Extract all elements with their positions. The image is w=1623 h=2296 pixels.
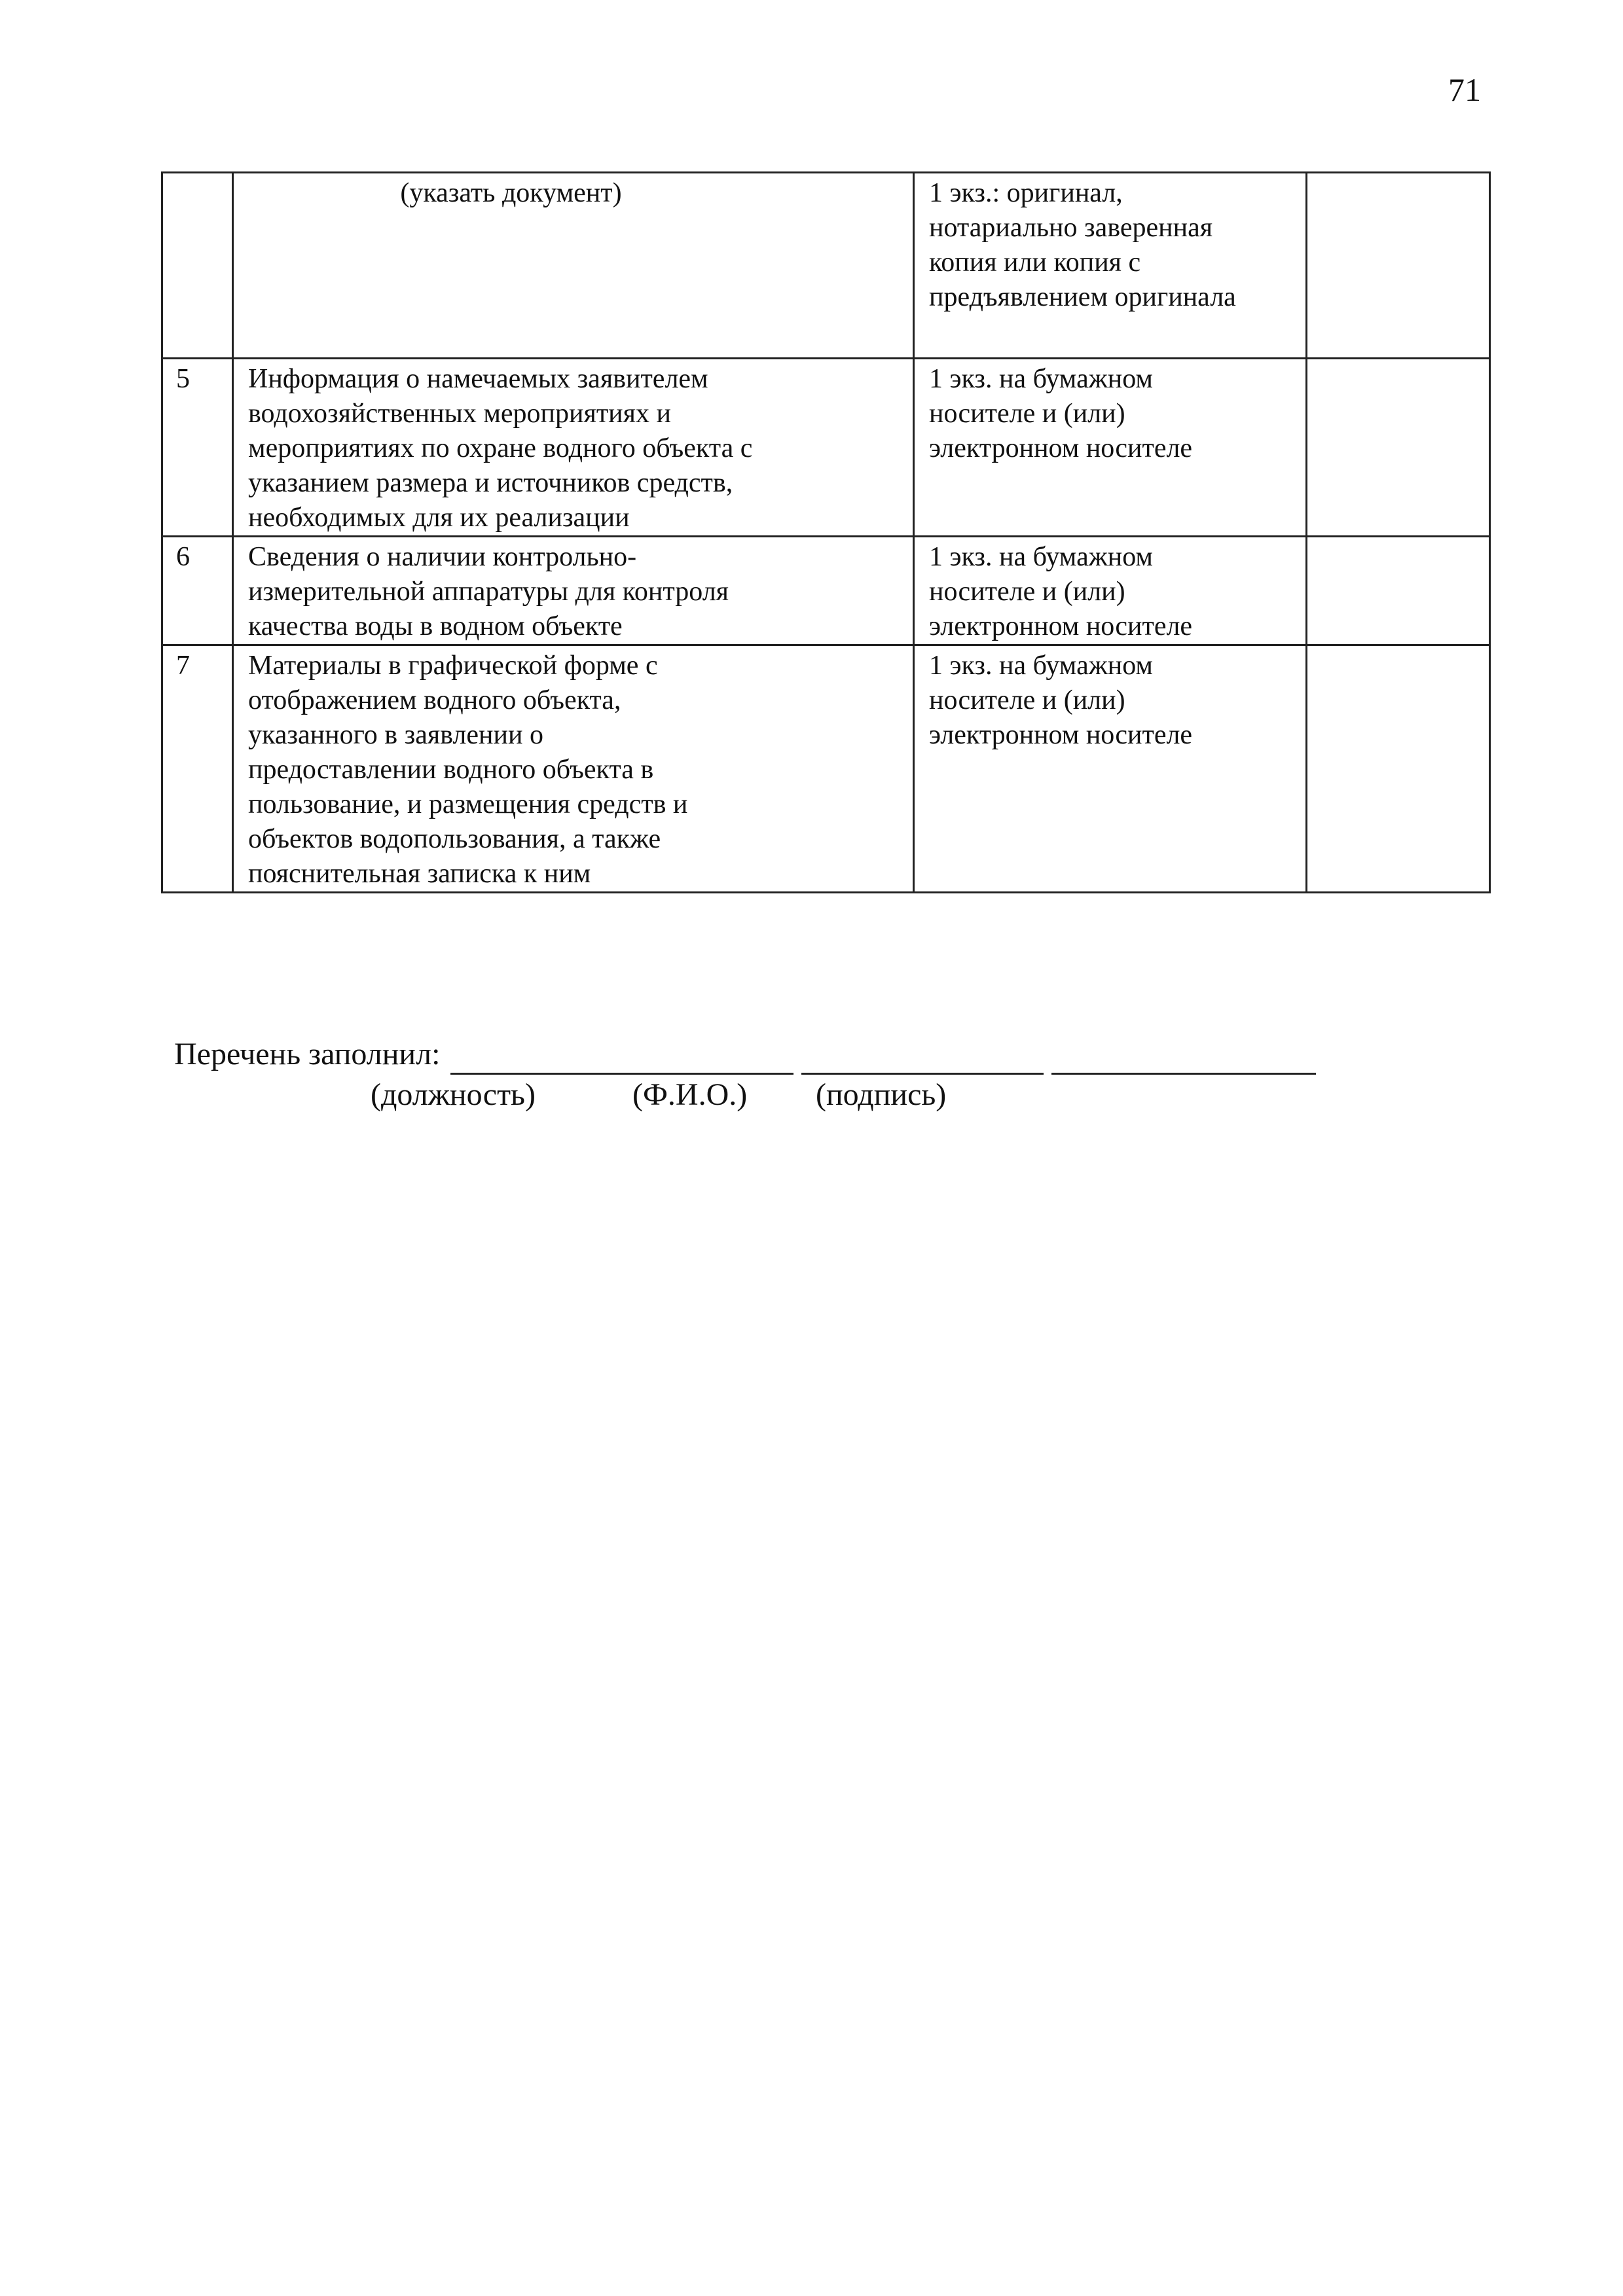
position-line (450, 1041, 793, 1075)
table-row (162, 359, 1490, 537)
signature-label: Перечень заполнил: (174, 1037, 441, 1071)
signature-block (174, 1034, 1316, 1115)
copies-text: 1 экз.: оригинал, нотариально заверенная копия или копия с предъявлением оригинала (929, 178, 1236, 312)
document-text: (указать документ) (400, 178, 622, 208)
caption-signature: (подпись) (816, 1077, 947, 1112)
copies-cell (914, 173, 1307, 359)
copies-text: 1 экз. на бумажном носителе и (или) электронном носителе (929, 651, 1193, 750)
document-cell (233, 359, 914, 537)
document-cell (233, 645, 914, 893)
caption-position: (должность) (371, 1077, 536, 1112)
document-text: Материалы в графической форме с отображением водного объекта, указанного в заявлении о предоставлении водного объекта в пользование, и размещения средств и объектов водопользования, а также пояснительная записка к ним (248, 651, 688, 889)
document-text: Информация о намечаемых заявителем водохозяйственных мероприятиях и мероприятиях по охране водного объекта с указанием размера и источников средств, необходимых для их реализации (248, 364, 753, 533)
name-line (801, 1041, 1044, 1075)
document-text: Сведения о наличии контрольно- измерительной аппаратуры для контроля качества воды в водном объекте (248, 542, 729, 641)
note-cell (1307, 359, 1490, 537)
table-row (162, 645, 1490, 893)
table-row (162, 173, 1490, 359)
caption-name: (Ф.И.О.) (632, 1077, 748, 1112)
signature-line (1051, 1041, 1316, 1075)
note-cell (1307, 537, 1490, 645)
copies-text: 1 экз. на бумажном носителе и (или) электронном носителе (929, 542, 1193, 641)
document-cell (233, 173, 914, 359)
note-cell (1307, 173, 1490, 359)
row-number-cell: 6 (162, 537, 233, 645)
row-number-cell (162, 173, 233, 359)
copies-cell (914, 359, 1307, 537)
row-number-cell: 7 (162, 645, 233, 893)
document-table (161, 171, 1491, 893)
signature-row (174, 1034, 1316, 1075)
copies-cell (914, 645, 1307, 893)
copies-text: 1 экз. на бумажном носителе и (или) электронном носителе (929, 364, 1193, 463)
document-cell (233, 537, 914, 645)
page-number: 71 (1448, 71, 1481, 108)
table-row (162, 537, 1490, 645)
copies-cell (914, 537, 1307, 645)
row-number-cell: 5 (162, 359, 233, 537)
signature-captions (174, 1075, 1316, 1115)
note-cell (1307, 645, 1490, 893)
